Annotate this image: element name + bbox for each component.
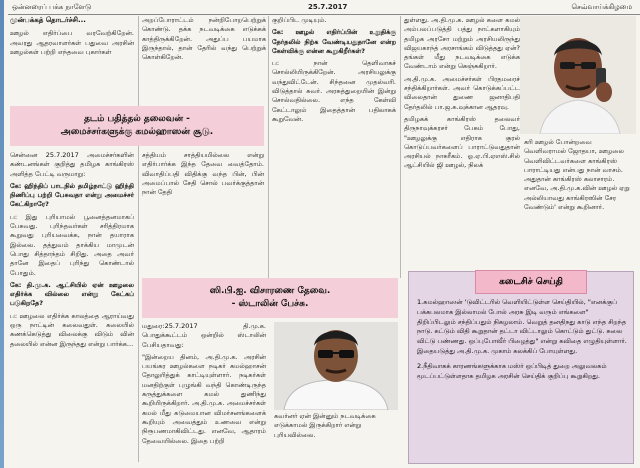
column-divider: [400, 16, 401, 278]
column-1: [10, 16, 134, 60]
newspaper-page: [4, 0, 640, 468]
col1-answer-1: ப: இது புரியாமல் பூனைத்தனமாகப் பேசுவது. புரிந்தவர்கள் சரித்திரமாக கூறுவது புரியவைக்க, நான் தயாராக இல்லை. தத்துவம் தாக்கிய மாமுடன் பொது சித்தாந்தம் சிறிது. அதை அவர் தானே இதைப் புரிந்து கொண்டால் போதும்.: [10, 212, 134, 277]
caption-right: கரி ஊழல் போன்றவை வெளிவராமல் ஜோதயா, ஊழலை வெளிவிட்டவர்களை காங்கிரஸ் பாராட்டியது என்பது நான் வாசம். அதுதான் காங்கிரஸ் கலாசாரம். எனவே, அ.தி.மு.க.வின் ஊழல் ஏறு அல்லியாவது காங்கிரஸின் சேர வேண்டும்' என்று கூறினார்.: [524, 138, 630, 212]
headline-kamal: [10, 106, 264, 146]
col1-para-1: ஊழல் எதிர்ப்பை வரவேற்கிறேன். அவரது ஆதரவாளர்கள் பதுவை அரசின் ஊழல்கள் பற்றி எந்தவை புகார்கள்: [10, 29, 134, 56]
column-2: [142, 16, 266, 65]
header-date: 25.7.2017: [308, 3, 348, 11]
headline-kamal-line2: அமைச்சர்களுக்கு கமல்ஹாஸன் சூடு.: [60, 127, 214, 137]
latest-news-item-1: 1.கமல்ஹாஸன் 'டுவிட்டரில் வெளியிட்டுள்ள செய்தியில், "எனக்குப் பக்கபலமாக இல்லாமல் போல் அரசு இடி வரும் எங்களை" திறிப்பிடலும் சந்திப்பதும் நிகழலாம். வெறுத் தனதிநது காடு எந்த சிறந்த நாடு. கட்டும் விதி கூறுதான் தட்டா விட்டாலும் கொட்டும் துட்டு. சுலை விட்டு பண்ணது. ஒப்புபோவீர் பிழைத்து" என்று கவிதை எழுதியுள்ளார். இதையடுத்து அ.தி.மு.க. முகாம் கலக்கிப் போயுள்ளது.: [417, 298, 627, 355]
stalin-quote: "இன்றைய தினம், அ.தி.மு.க. அரசின் பயங்கர ஊழல்களை நடிகர் கமல்ஹாசன் தோலுரித்துக் காட்டியுள்ளார். நடிகர்கள் மனதிற்குள் புழுங்கி வந்தி கொண்டிருந்த கருத்துக்களை கமல் துணிந்து கூறியிருக்கிறார். அ.தி.மு.க. அமைச்சர்கள் கமல் மீது கடுமையான விமர்சனங்களைக் கூறியும் அவைத்தும் உணவை என்று நிரூபணமாகிவிட்டது. எனவே, ஆதாரம் தேவையில்லை. இதை பற்றி: [142, 352, 266, 445]
col1-question-2: கே: தி.மு.க. ஆட்சியில் ஏன் ஊழலை எதிர்க்க வில்லை என்று கேட்கப் படுகிறதே?: [10, 280, 134, 308]
col2-para-1: அறப்போராட்டம் நன்றிபோறபெற்றுக் கொண்டு. தக்க நடவடிக்கை எடுக்கக் காத்திருக்கிறேன். அதுப்ப பயமாக இருந்தால், தான் தேரில் வந்து பெற்றுக் கொள்கிறேன்.: [142, 16, 266, 62]
column-divider: [138, 16, 139, 462]
page-header: [8, 0, 640, 15]
column-2-bottom: [142, 322, 266, 449]
col2-para-3: குறிப்பிட முடியும்.: [272, 16, 327, 24]
column-4: [404, 16, 520, 174]
column-divider: [268, 16, 269, 278]
latest-news-box: [408, 271, 634, 464]
col2-para-2: சத்தியம் சாத்தியமில்லை என்று எதிர்பார்க்க இந்த தேவை வைத்தோம். விவாதிப்பதி விதிக்கு வந்த பின், பின் அமைப்பால் சேதி சொல் பவர்க்குத்தான் நான் தேதி: [142, 151, 264, 197]
column-1-lower: [10, 151, 134, 352]
headline-stalin-line1: ஸி.பி.ஐ. விசாரணை தேவை.: [209, 286, 331, 296]
col3-para-2: அ.தி.மு.க. அமைச்சர்கள் பிரதமரைச் சந்திக்கிறார்கள். அவர் கொடுக்கப்பட்ட விலைதான் துணை ஜனாதிபதி தேர்தலில் பா.ஜ.க.வுக்கான ஆதரவு.: [404, 74, 520, 111]
column-3: [272, 16, 396, 127]
latest-news-body: [417, 298, 627, 386]
continuation-label: முன்பக்கத் தொடர்ச்சி...: [10, 16, 86, 24]
stalin-dateline: மதுரை:25.7.2017 தி.மு.க. பொதுக்கூட்டம் ஒன்றில் ஸ்டாலின் பேசியதாவது:: [142, 322, 266, 349]
header-right: செவ்வாய்க்கிழமை: [571, 3, 632, 11]
col3-para-3: தமிழகக் காங்கிரஸ் தலைவர் திருநாவுக்கரசர் பேசும் போது, "ஊழலுக்கு எதிராக குரல் கொடுப்பவர்களைப் பாராட்டுவதுதான் அரசியல் நாகரீகம். ஓ.ஏ.பி.ஏஎஸ்.சில் ஆட்சியில் ஜி ஊழல், நிலக்: [404, 114, 520, 170]
col2-question-1: கே: ஊழல் எதிர்ப்பின் உறுதிக்கு தேர்தலில் நிற்க வேண்டியதுதானே என்ற கேள்விக்கு என்ன கூறுகிறீர்கள்?: [272, 28, 396, 55]
speaker-photo: [520, 16, 636, 134]
col1-question-1: கே: ஹிந்திப் பாடநில் தமிழ்நாட்டு ஹிந்தி நிணிப்பு பற்றி பேசுவதா என்று அமைச்சர் கேட்கிறாரே?: [10, 181, 134, 209]
col1-para-2: சென்னை 25.7.2017 அமைச்சர்களின் கண்டனங்கள் குறித்து தமிழக காங்கிரஸ் அளித்த பேட்டி வருமாறு:: [10, 151, 134, 178]
stalin-photo: [274, 322, 398, 410]
headline-stalin-line2: - ஸ்டாலின் பேச்சு.: [231, 299, 309, 309]
column-2-lower: [142, 151, 264, 200]
headline-kamal-line1: தடம் பதித்தல் தலைவன் -: [84, 114, 190, 124]
col3-para-1: துள்ளது. அ.தி.மு.க. ஊழல் களை கமல் அம்பலப்படுத்தி பத்து நாட்களாகியும் தமிழக அரசோ மற்றும் அரசியலிருந்து விஜயகாந்த் அரசாங்கம் விடுத்தது ஏன்? தங்கள் மீது நடவடிக்கை எடுக்க வேண்டாம் என்று கெஞ்சுகிறார்.: [404, 16, 520, 71]
latest-news-title: கடைசிச் செய்தி: [475, 270, 587, 294]
col2-answer-1: ப: நான் தெளிவாகச் சொல்லியிருக்கிறேன். அரசியலுக்கு வந்துவிட்டேன். சிந்தனை முதல்வரி. விடுத்தால் சுவர். அரசுத்துறையின் இன்று சொல்வதில்லை. எந்த கேள்வி கேட்டாலும் இதைத்தான் பதிலாகக் கூறுவேன்.: [272, 59, 396, 123]
caption-stalin: கவர்னர் ஏன் இன்னும் நடவடிக்கை எடுக்காமல் இருக்கிறார் என்று புரியவில்லை.: [274, 412, 376, 439]
headline-stalin: [142, 278, 398, 318]
col1-answer-2: ப: ஊழலை எதிர்க்க காலத்தை ஆராய்வது ஒரு நாட்டின் கலைவதுள். கலையில் கணக்கெடுத்து விலைக்கு விடும் வின் தலையில் என்ன இருந்தது என்று பார்க்க...: [10, 311, 134, 348]
latest-news-item-2: 2.நீதிவாகக் காரணங்களுக்காக மஸ்ர் ஒப்பிடித் துறை அலுவலகம் மூடப்பட்டுள்ளதாக தமிழக அரசின் செய்திக் குறிப்பு கூறுகிறது.: [417, 361, 607, 380]
header-left: ஒன்னரைப் பக்க நாளேடு: [12, 3, 92, 11]
